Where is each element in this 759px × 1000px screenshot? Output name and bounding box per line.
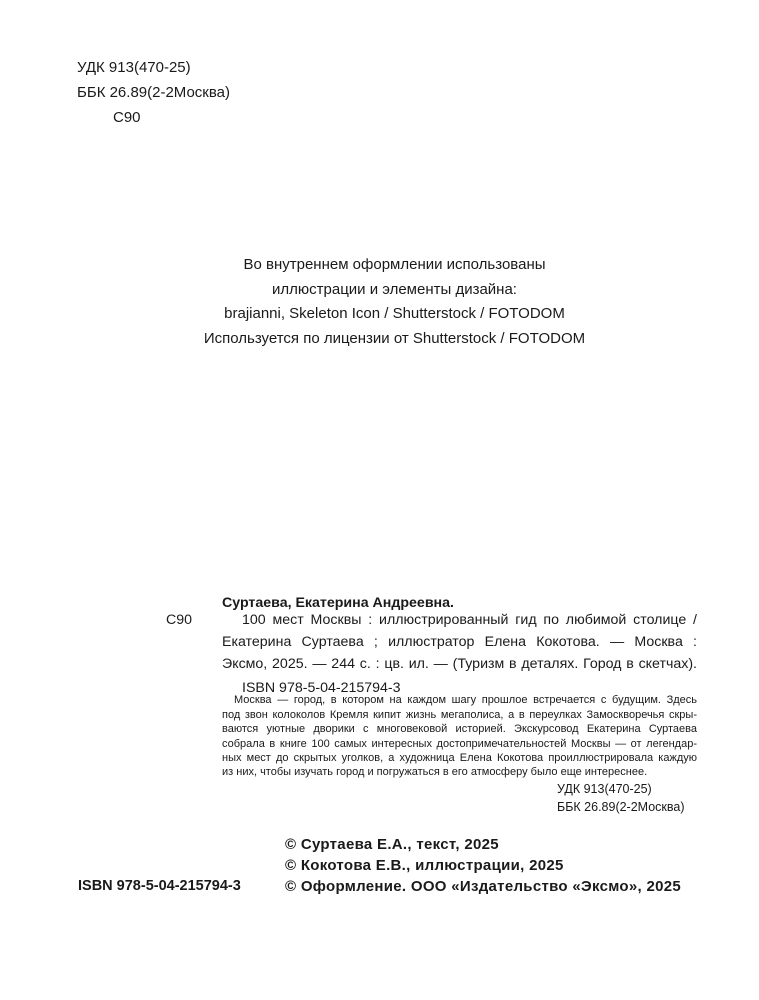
annotation-line: Москва — город, в котором на каждом шагу прошлое встречается с будущим. Здесь: [234, 694, 697, 706]
author-mark: С90: [113, 109, 141, 126]
annotation-line: из них, чтобы изучать город и погружаться в его атмосферу было еще интереснее.: [222, 766, 648, 778]
credits-line: иллюстрации и элементы дизайна:: [272, 281, 517, 298]
copyright-line: © Оформление. ООО «Издательство «Эксмо», 2025: [285, 878, 682, 895]
bbk-code: ББК 26.89(2-2Москва): [77, 84, 231, 101]
author-mark: С90: [166, 612, 193, 628]
author-heading: Суртаева, Екатерина Андреевна.: [222, 595, 454, 611]
isbn-bold: ISBN 978-5-04-215794-3: [78, 878, 241, 894]
bbk-code: ББК 26.89(2-2Москва): [557, 800, 685, 814]
description-line: Екатерина Суртаева ; иллюстратор Елена Кокотова. — Москва :: [222, 634, 697, 650]
udk-code: УДК 913(470-25): [77, 59, 191, 76]
udk-code: УДК 913(470-25): [557, 782, 652, 796]
copyright-line: © Суртаева Е.А., текст, 2025: [285, 836, 499, 853]
description-line: 100 мест Москвы : иллюстрированный гид по любимой столице /: [242, 612, 697, 628]
annotation-line: под звон колоколов Кремля кипит жизнь мегаполиса, а в переулках Замоскворечья скры-: [222, 709, 697, 721]
annotation-line: ваются уютные дворики с многовековой историей. Экскурсовод Екатерина Суртаева: [222, 723, 697, 735]
credits-line: Во внутреннем оформлении использованы: [243, 256, 546, 273]
annotation-line: ных мест до скрытых уголков, а художница Елена Кокотова проиллюстрировала каждую: [222, 752, 697, 764]
credits-line: Используется по лицензии от Shutterstock / FOTODOM: [203, 330, 586, 347]
isbn: ISBN 978-5-04-215794-3: [242, 680, 401, 696]
credits-line: brajianni, Skeleton Icon / Shutterstock / FOTODOM: [224, 305, 565, 322]
description-line: Эксмо, 2025. — 244 с. : цв. ил. — (Туризм в деталях. Город в скетчах).: [222, 656, 697, 672]
copyright-line: © Кокотова Е.В., иллюстрации, 2025: [285, 857, 564, 874]
annotation-line: собрала в книге 100 самых интересных достопримечательностей Москвы — от легендар-: [222, 738, 697, 750]
